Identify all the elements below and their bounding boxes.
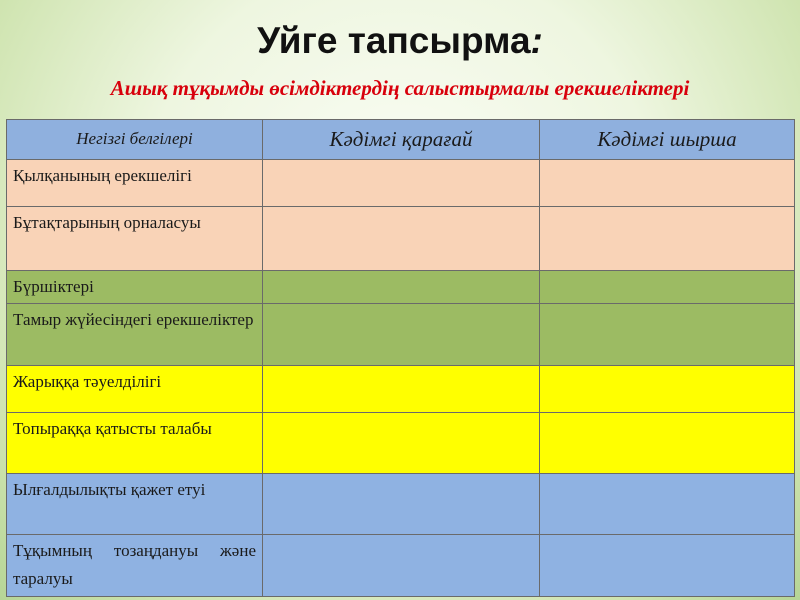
table-row xyxy=(7,160,795,207)
title-text: Уйге тапсырма xyxy=(257,20,531,61)
pine-cell[interactable] xyxy=(263,271,540,304)
row-label: Топыраққа қатысты талабы xyxy=(7,413,263,474)
row-label: Ылғалдылықты қажет етуі xyxy=(7,474,263,535)
pine-cell[interactable] xyxy=(263,304,540,366)
row-label: Тамыр жүйесіндегі ерекшеліктер xyxy=(7,304,263,366)
pine-cell[interactable] xyxy=(263,413,540,474)
spruce-cell[interactable] xyxy=(540,304,795,366)
spruce-cell[interactable] xyxy=(540,207,795,271)
header-common-spruce: Кәдімгі шырша xyxy=(540,120,795,160)
table-row xyxy=(7,535,795,597)
row-label: Қылқанының ерекшелігі xyxy=(7,160,263,207)
row-label: Бұтақтарының орналасуы xyxy=(7,207,263,271)
pine-cell[interactable] xyxy=(263,474,540,535)
table-row xyxy=(7,304,795,366)
comparison-table xyxy=(6,119,795,597)
spruce-cell[interactable] xyxy=(540,474,795,535)
table-row xyxy=(7,207,795,271)
table-row xyxy=(7,413,795,474)
spruce-cell[interactable] xyxy=(540,535,795,597)
table-row xyxy=(7,474,795,535)
row-label: Тұқымның тозаңдануы және таралуы xyxy=(7,535,263,597)
title-colon: : xyxy=(530,20,543,61)
table-row xyxy=(7,366,795,413)
header-main-features: Негізгі белгілері xyxy=(7,120,263,160)
table-row xyxy=(7,271,795,304)
page-subtitle: Ашық тұқымды өсімдіктердің салыстырмалы ерекшеліктері xyxy=(110,76,690,100)
spruce-cell[interactable] xyxy=(540,271,795,304)
row-label: Жарыққа тәуелділігі xyxy=(7,366,263,413)
pine-cell[interactable] xyxy=(263,160,540,207)
spruce-cell[interactable] xyxy=(540,413,795,474)
pine-cell[interactable] xyxy=(263,535,540,597)
spruce-cell[interactable] xyxy=(540,160,795,207)
table-header-row xyxy=(7,120,795,160)
spruce-cell[interactable] xyxy=(540,366,795,413)
page-title xyxy=(0,20,800,62)
pine-cell[interactable] xyxy=(263,207,540,271)
header-common-pine: Кәдімгі қарағай xyxy=(263,120,540,160)
row-label: Бүршіктері xyxy=(7,271,263,304)
pine-cell[interactable] xyxy=(263,366,540,413)
